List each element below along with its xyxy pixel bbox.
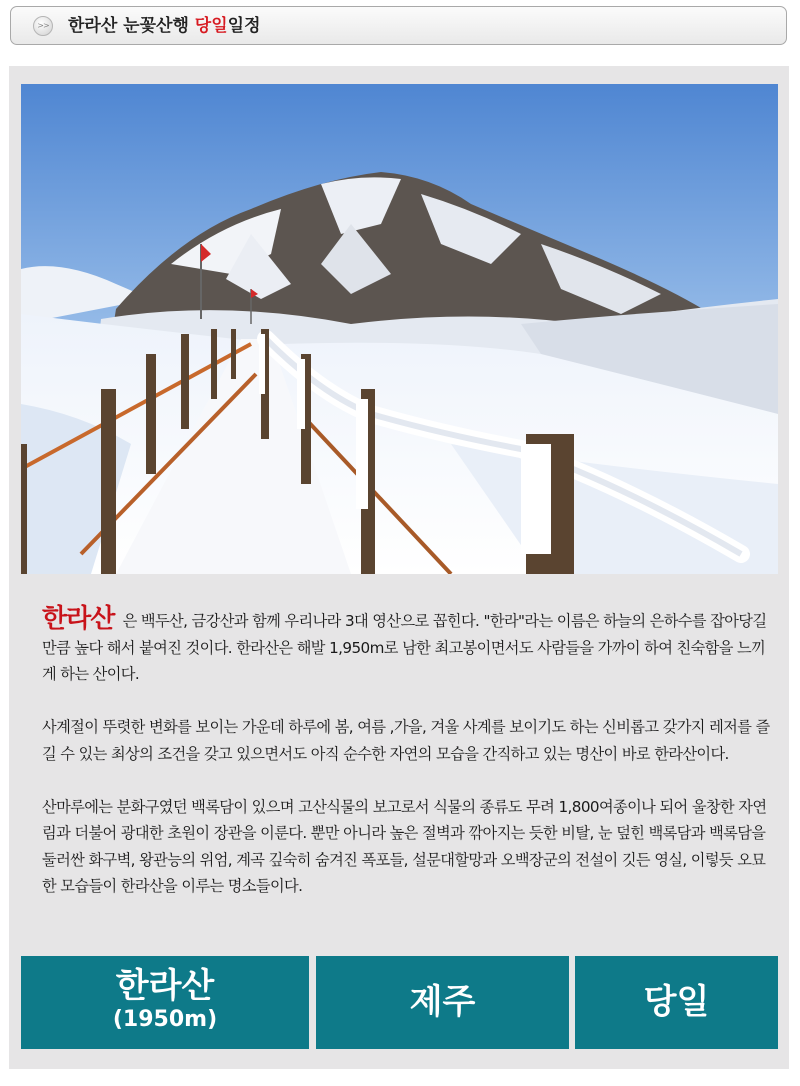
mountain-elevation: (1950m): [112, 1007, 218, 1032]
hallasan-description: [42, 606, 772, 900]
info-box-duration: [575, 956, 778, 1049]
description-paragraph-2: 사계절이 뚜렷한 변화를 보이는 가운데 하루에 봄, 여름 ,가을, 겨울 사계를 보이기도 하는 신비롭고 갖가지 레저를 즐길 수 있는 최상의 조건을 갖고 있으면서도 아직 순수한 자연의 모습을 간직하고 있는 명산이 바로 한라산이다.: [42, 718, 770, 763]
page-title: [68, 7, 261, 46]
content-panel: [9, 66, 789, 1069]
trip-duration: 당일: [643, 982, 710, 1022]
double-chevron-right-icon: >>: [33, 16, 53, 36]
region-name: 제주: [409, 982, 476, 1022]
title-accent: 당일: [194, 16, 228, 36]
lead-word: 한라산: [42, 604, 115, 634]
info-box-region: [316, 956, 569, 1049]
title-part2: 일정: [227, 16, 261, 36]
mountain-name: 한라산: [115, 966, 215, 1006]
info-box-mountain: [21, 956, 309, 1049]
description-paragraph-3: 산마루에는 분화구였던 백록담이 있으며 고산식물의 보고로서 식물의 종류도 무려 1,800여종이나 되어 울창한 자연림과 더불어 광대한 초원이 장관을 이룬다. 뿐만 아니라 높은 절벽과 깎아지는 듯한 비탈, 눈 덮힌 백록담과 백록담을 둘러싼 화구벽, 왕관능의 위엄, 계곡 깊숙히 숨겨진 폭포들, 설문대할망과 오백장군의 전설이 깃든 영실, 이렇듯 오묘한 모습들이 한라산을 이루는 명소들이다.: [42, 797, 767, 895]
description-paragraph-1: [42, 606, 772, 688]
paragraph-1-text: 은 백두산, 금강산과 함께 우리나라 3대 영산으로 꼽힌다. "한라"라는 이름은 하늘의 은하수를 잡아당길 만큼 높다 해서 붙여진 것이다. 한라산은 해발 1,950m로 남한 최고봉이면서도 사람들을 가까이 하여 친숙함을 느끼게 하는 산이다.: [42, 612, 767, 683]
title-part1: 한라산 눈꽃산행: [68, 16, 195, 36]
hallasan-snow-photo: [21, 84, 778, 574]
page-header: [10, 6, 787, 45]
